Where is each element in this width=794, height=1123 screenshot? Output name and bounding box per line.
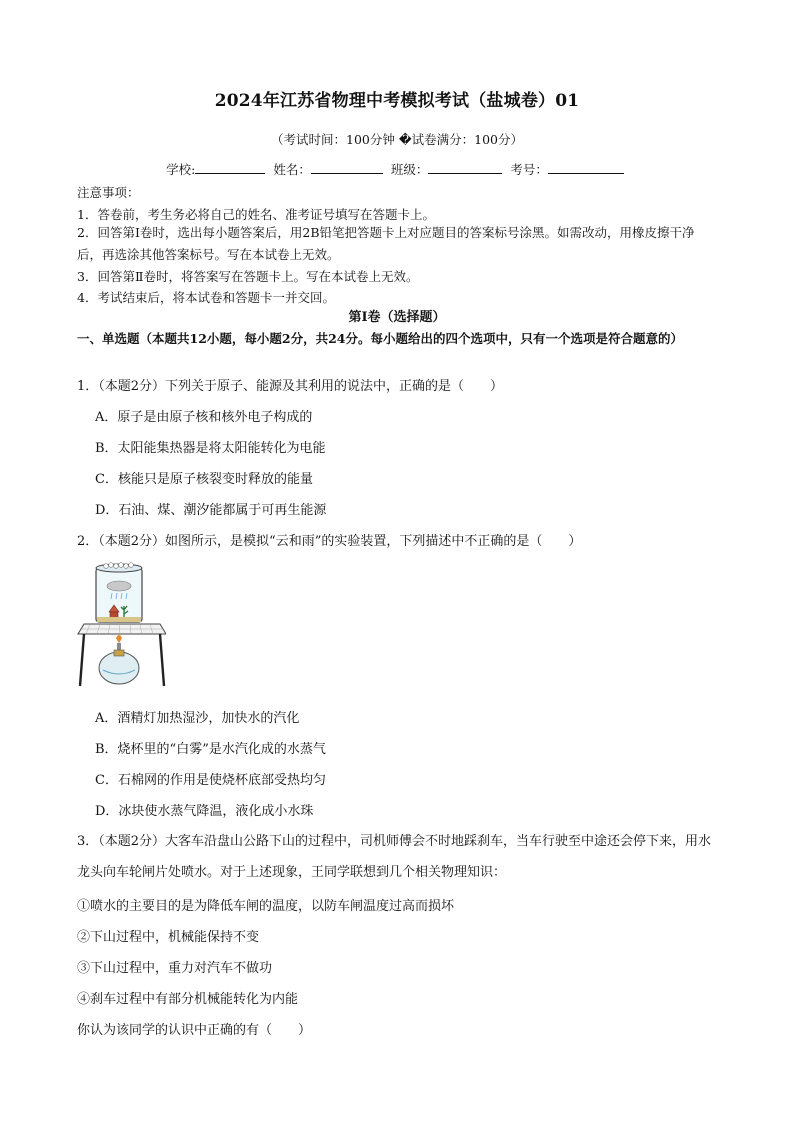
section-heading: 一、单选题（本题共12小题，每小题2分，共24分。每小题给出的四个选项中，只有一个选项是符合题意的） — [77, 331, 683, 346]
statement-item: ②下山过程中，机械能保持不变 — [77, 930, 260, 945]
option-b: B．烧杯里的“白雾”是水汽化成的水蒸气 — [95, 742, 326, 757]
question-prompt: 你认为该同学的认识中正确的有（ ） — [77, 1023, 312, 1038]
class-label: 班级： — [390, 162, 429, 177]
notes-title: 注意事项： — [77, 185, 140, 200]
option-c: C．核能只是原子核裂变时释放的能量 — [95, 472, 313, 487]
option-c: C．石棉网的作用是使烧杯底部受热均匀 — [95, 773, 326, 788]
school-label: 学校: — [166, 162, 196, 177]
statement-item: ③下山过程中，重力对汽车不做功 — [77, 961, 273, 976]
option-d: D．冰块使水蒸气降温，液化成小水珠 — [95, 804, 314, 819]
option-d: D．石油、煤、潮汐能都属于可再生能源 — [95, 503, 327, 518]
option-b: B．太阳能集热器是将太阳能转化为电能 — [95, 441, 326, 456]
class-blank[interactable] — [428, 161, 502, 174]
question-stem: 1．（本题2分）下列关于原子、能源及其利用的说法中，正确的是（ ） — [77, 379, 504, 394]
note-item: 4．考试结束后，将本试卷和答题卡一并交回。 — [77, 290, 335, 305]
statement-item: ④刹车过程中有部分机械能转化为内能 — [77, 992, 299, 1007]
statement-item: ①喷水的主要目的是为降低车闸的温度，以防车闸温度过高而损坏 — [77, 899, 455, 914]
page-title: 2024年江苏省物理中考模拟考试（盐城卷）01 — [214, 91, 580, 111]
note-item: 1．答卷前，考生务必将自己的姓名、准考证号填写在答题卡上。 — [77, 207, 435, 222]
name-blank[interactable] — [311, 161, 383, 174]
option-a: A．原子是由原子核和核外电子构成的 — [95, 410, 313, 425]
option-a: A．酒精灯加热湿沙，加快水的汽化 — [95, 711, 300, 726]
name-label: 姓名： — [273, 162, 311, 177]
question-stem: 2．（本题2分）如图所示，是模拟“云和雨”的实验装置，下列描述中不正确的是（ ） — [77, 534, 582, 549]
exam-no-label: 考号： — [510, 162, 548, 177]
exam-no-blank[interactable] — [548, 161, 624, 174]
note-item: 3．回答第Ⅱ卷时，将答案写在答题卡上。写在本试卷上无效。 — [77, 269, 419, 284]
exam-time-info: （考试时间：100分钟 �试卷满分：100分） — [270, 132, 523, 147]
note-item: 2．回答第Ⅰ卷时，选出每小题答案后，用2B铅笔把答题卡上对应题目的答案标号涂黑。如需改动，用橡皮擦干净后，再选涂其他答案标号。写在本试卷上无效。 — [77, 225, 695, 262]
question-stem: 3．（本题2分）大客车沿盘山公路下山的过程中，司机师傅会不时地踩刹车，当车行驶至中途还会停下来，用水龙头向车轮闸片处喷水。对于上述现象，王同学联想到几个相关物理知识： — [77, 834, 712, 880]
student-info-line — [0, 160, 794, 178]
school-blank[interactable] — [195, 161, 265, 174]
cloud-rain-apparatus-figure — [76, 560, 166, 688]
part-title: 第Ⅰ卷（选择题） — [348, 310, 446, 325]
